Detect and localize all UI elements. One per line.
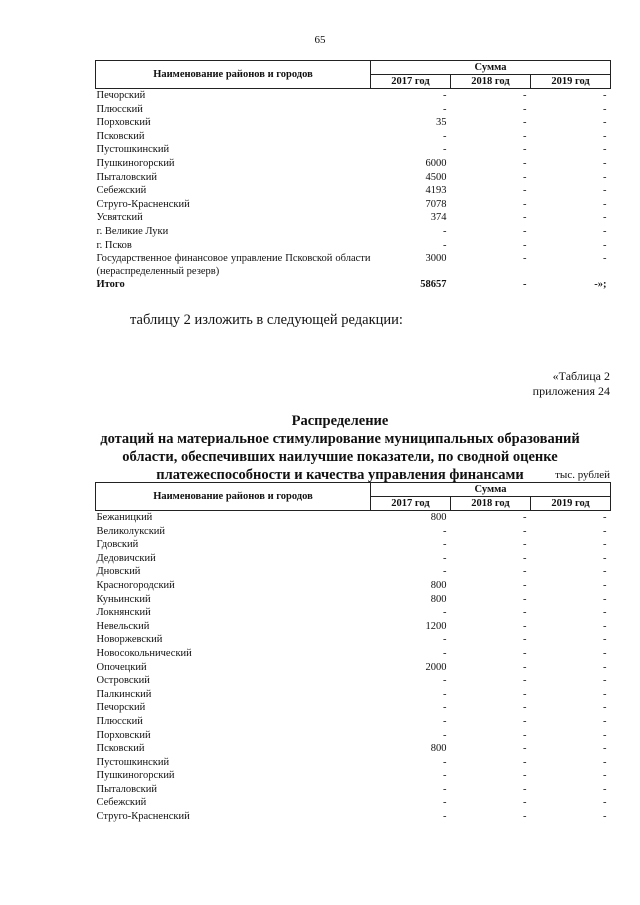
table-row: [96, 511, 611, 525]
table-row: [96, 538, 611, 552]
district-name-cell: Дновский: [96, 566, 141, 578]
value-2019-cell: -: [603, 715, 607, 727]
value-2019-cell: -: [603, 525, 607, 537]
value-2018-cell: -: [523, 647, 527, 659]
sum-group-header: Сумма: [371, 61, 611, 75]
value-2019-cell: -: [603, 661, 607, 673]
value-2018-cell: -: [523, 525, 527, 537]
value-2018-cell: -: [523, 185, 527, 197]
value-2018-cell: -: [523, 117, 527, 129]
value-2019-cell: -: [603, 225, 607, 237]
value-2017-cell: -: [443, 103, 447, 115]
value-2019-cell: -: [603, 770, 607, 782]
table-row: [96, 620, 611, 634]
year-2017-header: 2017 год: [371, 497, 451, 511]
value-2019-cell: -: [603, 566, 607, 578]
value-2018-cell: -: [523, 675, 527, 687]
value-2017-cell: -: [443, 729, 447, 741]
table-row: [96, 239, 611, 253]
value-2017-cell: 1200: [425, 620, 447, 632]
year-2019-header: 2019 год: [531, 75, 611, 89]
table-row: [96, 729, 611, 743]
value-2017-cell: -: [443, 811, 447, 823]
year-2017-header: 2017 год: [371, 75, 451, 89]
value-2017-cell: -: [443, 552, 447, 564]
value-2019-cell: -: [603, 212, 607, 224]
value-2017-cell: 7078: [425, 198, 447, 210]
district-name-cell: Бежаницкий: [96, 512, 153, 523]
district-name-cell: Пустошкинский: [96, 144, 170, 156]
page-number: 65: [314, 34, 326, 46]
table-row: [96, 103, 611, 117]
table-row: [96, 715, 611, 729]
value-2019-cell: -: [603, 756, 607, 768]
table-row: [96, 810, 611, 824]
value-2017-cell: 58657: [420, 279, 447, 291]
table-row: [96, 674, 611, 688]
value-2018-cell: -: [523, 607, 527, 619]
table-row: [96, 198, 611, 212]
year-2018-header: 2018 год: [451, 75, 531, 89]
table-row: [96, 633, 611, 647]
value-2019-cell: -: [603, 797, 607, 809]
value-2018-cell: -: [523, 279, 527, 291]
value-2017-cell: -: [443, 130, 447, 142]
total-row: [96, 278, 611, 292]
title-line-2: дотаций на материальное стимулирование муниципальных образований: [100, 431, 580, 447]
table-row: [96, 184, 611, 198]
value-2018-cell: -: [523, 743, 527, 755]
district-name-cell: Усвятский: [96, 212, 143, 224]
value-2018-cell: -: [523, 797, 527, 809]
value-2017-cell: -: [443, 239, 447, 251]
table-row: [96, 525, 611, 539]
value-2018-cell: -: [523, 144, 527, 156]
value-2018-cell: -: [523, 729, 527, 741]
value-2018-cell: -: [523, 130, 527, 142]
value-2019-cell: -: [603, 811, 607, 823]
value-2017-cell: -: [443, 539, 447, 551]
table-1-body: [96, 89, 611, 292]
reference-line-1: «Таблица 2: [552, 369, 610, 383]
district-name-cell: Печорский: [96, 702, 146, 714]
district-name-cell: Струго-Красненский: [96, 811, 190, 823]
table-row: [96, 143, 611, 157]
district-name-cell: Невельский: [96, 620, 150, 632]
district-name-cell: Порховский: [96, 117, 151, 129]
value-2017-cell: -: [443, 647, 447, 659]
table-row: [96, 211, 611, 225]
value-2019-cell: -: [603, 130, 607, 142]
sum-group-header: Сумма: [371, 483, 611, 497]
value-2018-cell: -: [523, 552, 527, 564]
value-2019-cell: -»;: [594, 279, 607, 291]
value-2017-cell: -: [443, 634, 447, 646]
value-2019-cell: -: [603, 90, 607, 101]
value-2019-cell: -: [603, 512, 607, 523]
value-2017-cell: 800: [430, 743, 447, 755]
value-2019-cell: -: [603, 688, 607, 700]
value-2018-cell: -: [523, 620, 527, 632]
value-2019-cell: -: [603, 702, 607, 714]
district-name-cell: Государственное финансовое управление Псковской области (нераспределенный резерв): [96, 253, 371, 278]
table-row: [96, 552, 611, 566]
table-row: [96, 661, 611, 675]
value-2019-cell: -: [603, 117, 607, 129]
value-2017-cell: -: [443, 715, 447, 727]
value-2019-cell: -: [603, 239, 607, 251]
district-name-cell: Пыталовский: [96, 171, 157, 183]
value-2017-cell: -: [443, 756, 447, 768]
table-row: [96, 756, 611, 770]
table-2-header: [96, 483, 611, 511]
value-2018-cell: -: [523, 702, 527, 714]
district-name-cell: Куньинский: [96, 593, 151, 605]
table-row: [96, 225, 611, 239]
district-name-cell: Островский: [96, 675, 150, 687]
table-row: [96, 130, 611, 144]
table-reference: [533, 369, 610, 399]
value-2017-cell: 3000: [425, 253, 447, 265]
value-2017-cell: 800: [430, 593, 447, 605]
table-row: [96, 171, 611, 185]
district-name-cell: Псковский: [96, 130, 145, 142]
district-name-cell: Пушкиногорский: [96, 157, 175, 169]
district-name-cell: Псковский: [96, 743, 145, 755]
table-row: [96, 742, 611, 756]
value-2017-cell: -: [443, 90, 447, 101]
value-2018-cell: -: [523, 539, 527, 551]
value-2017-cell: -: [443, 566, 447, 578]
value-2018-cell: -: [523, 566, 527, 578]
table-row: [96, 647, 611, 661]
value-2018-cell: -: [523, 157, 527, 169]
table-1: [95, 60, 611, 292]
district-name-cell: г. Великие Луки: [96, 225, 169, 237]
table-row: [96, 796, 611, 810]
value-2019-cell: -: [603, 579, 607, 591]
value-2017-cell: 6000: [425, 157, 447, 169]
value-2019-cell: -: [603, 743, 607, 755]
value-2017-cell: -: [443, 770, 447, 782]
table-row: [96, 116, 611, 130]
value-2019-cell: -: [603, 783, 607, 795]
value-2017-cell: 2000: [425, 661, 447, 673]
table-row: [96, 252, 611, 278]
value-2018-cell: -: [523, 103, 527, 115]
district-name-cell: Новоржевский: [96, 634, 163, 646]
value-2019-cell: -: [603, 171, 607, 183]
district-name-cell: Локнянский: [96, 607, 151, 619]
value-2018-cell: -: [523, 579, 527, 591]
value-2017-cell: -: [443, 783, 447, 795]
value-2019-cell: -: [603, 144, 607, 156]
table-row: [96, 701, 611, 715]
value-2018-cell: -: [523, 688, 527, 700]
district-name-cell: Великолукский: [96, 525, 166, 537]
value-2018-cell: -: [523, 770, 527, 782]
value-2019-cell: -: [603, 607, 607, 619]
value-2017-cell: 800: [430, 512, 447, 523]
value-2017-cell: -: [443, 525, 447, 537]
value-2017-cell: -: [443, 225, 447, 237]
reference-line-2: приложения 24: [532, 384, 610, 398]
district-name-cell: Дедовичский: [96, 552, 156, 564]
district-name-cell: Плюсский: [96, 103, 143, 115]
value-2017-cell: 374: [430, 212, 447, 224]
table-2-body: [96, 511, 611, 824]
district-name-cell: Себежский: [96, 797, 147, 809]
value-2018-cell: -: [523, 90, 527, 101]
district-name-cell: Струго-Красненский: [96, 198, 190, 210]
table-1-header: [96, 61, 611, 89]
district-name-cell: Печорский: [96, 90, 146, 101]
district-name-cell: Гдовский: [96, 539, 139, 551]
table-row: [96, 783, 611, 797]
district-name-cell: Новосокольнический: [96, 647, 192, 659]
district-name-cell: Себежский: [96, 185, 147, 197]
value-2019-cell: -: [603, 647, 607, 659]
value-2018-cell: -: [523, 634, 527, 646]
district-name-cell: г. Псков: [96, 239, 132, 251]
value-2019-cell: -: [603, 198, 607, 210]
district-name-cell: Плюсский: [96, 715, 143, 727]
value-2017-cell: -: [443, 144, 447, 156]
value-2019-cell: -: [603, 620, 607, 632]
document-title: [60, 412, 620, 484]
title-line-3: области, обеспечивших наилучшие показатели, по сводной оценке: [122, 449, 558, 465]
table-row: [96, 688, 611, 702]
value-2019-cell: -: [603, 675, 607, 687]
instruction-text: таблицу 2 изложить в следующей редакции:: [130, 312, 403, 328]
value-2017-cell: -: [443, 797, 447, 809]
value-2018-cell: -: [523, 811, 527, 823]
value-2018-cell: -: [523, 239, 527, 251]
value-2018-cell: -: [523, 212, 527, 224]
value-2018-cell: -: [523, 512, 527, 523]
district-name-cell: Пушкиногорский: [96, 770, 175, 782]
value-2018-cell: -: [523, 171, 527, 183]
year-2019-header: 2019 год: [531, 497, 611, 511]
value-2019-cell: -: [603, 185, 607, 197]
value-2017-cell: 4500: [425, 171, 447, 183]
value-2019-cell: -: [603, 103, 607, 115]
district-name-cell: Пыталовский: [96, 783, 157, 795]
table-row: [96, 579, 611, 593]
district-name-cell: Палкинский: [96, 688, 152, 700]
units-label: тыс. рублей: [555, 469, 610, 481]
district-name-cell: Порховский: [96, 729, 151, 741]
table-row: [96, 593, 611, 607]
value-2019-cell: -: [603, 634, 607, 646]
table-2: [95, 482, 611, 824]
value-2018-cell: -: [523, 225, 527, 237]
value-2017-cell: -: [443, 702, 447, 714]
value-2019-cell: -: [603, 539, 607, 551]
value-2017-cell: -: [443, 675, 447, 687]
value-2019-cell: -: [603, 593, 607, 605]
district-name-cell: Красногородский: [96, 579, 175, 591]
value-2018-cell: -: [523, 783, 527, 795]
value-2017-cell: 35: [436, 117, 447, 129]
district-name-cell: Итого: [96, 279, 125, 291]
table-row: [96, 769, 611, 783]
value-2017-cell: -: [443, 607, 447, 619]
value-2019-cell: -: [603, 729, 607, 741]
title-line-4: платежеспособности и качества управления финансами: [156, 467, 524, 483]
year-2018-header: 2018 год: [451, 497, 531, 511]
value-2017-cell: -: [443, 688, 447, 700]
value-2018-cell: -: [523, 593, 527, 605]
district-name-cell: Пустошкинский: [96, 756, 170, 768]
table-row: [96, 606, 611, 620]
value-2019-cell: -: [603, 253, 607, 265]
name-column-header: Наименование районов и городов: [96, 61, 371, 89]
name-column-header: Наименование районов и городов: [96, 483, 371, 511]
table-row: [96, 89, 611, 103]
table-row: [96, 157, 611, 171]
title-line-1: Распределение: [291, 413, 389, 429]
value-2018-cell: -: [523, 715, 527, 727]
value-2019-cell: -: [603, 552, 607, 564]
district-name-cell: Опочецкий: [96, 661, 147, 673]
table-row: [96, 565, 611, 579]
value-2017-cell: 4193: [425, 185, 447, 197]
value-2019-cell: -: [603, 157, 607, 169]
value-2018-cell: -: [523, 756, 527, 768]
value-2018-cell: -: [523, 198, 527, 210]
value-2018-cell: -: [523, 661, 527, 673]
value-2018-cell: -: [523, 253, 527, 265]
value-2017-cell: 800: [430, 579, 447, 591]
